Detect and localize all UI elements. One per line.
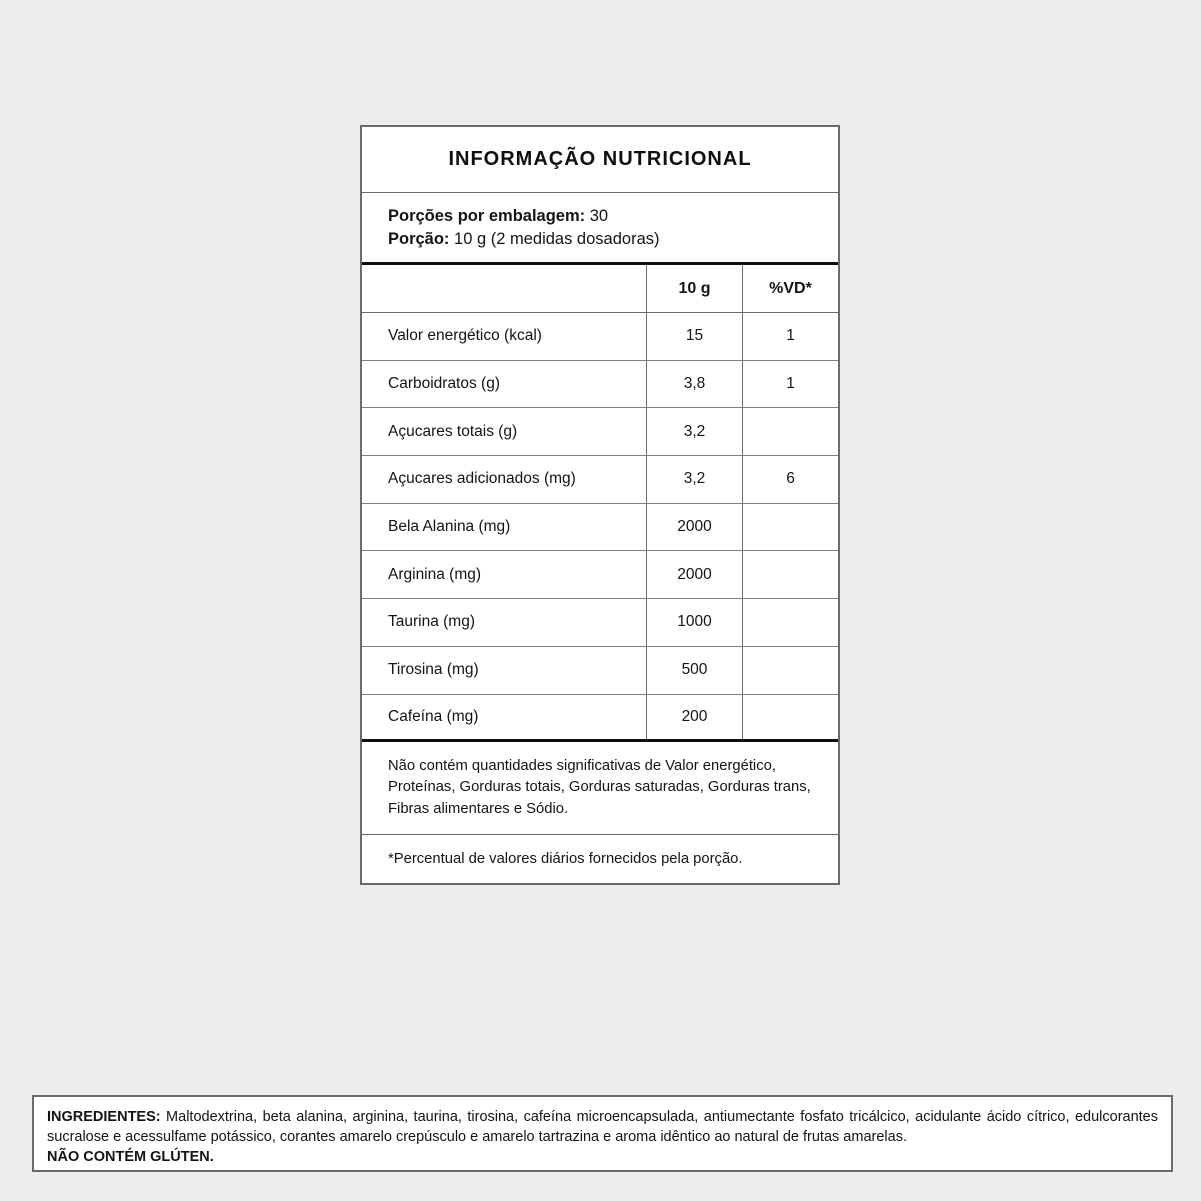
nutrient-label: Açucares totais (g) <box>388 422 518 440</box>
nutrient-amount: 200 <box>646 695 742 740</box>
table-row <box>362 647 838 695</box>
nutrient-vd: 1 <box>742 361 838 408</box>
no-significant-amounts-note <box>362 742 838 835</box>
daily-values-footnote-text: *Percentual de valores diários fornecidos pela porção. <box>388 851 743 868</box>
daily-values-footnote <box>362 835 838 883</box>
portion-size <box>388 228 812 251</box>
ingredients-paragraph <box>47 1107 1158 1147</box>
ingredients-label: INGREDIENTES: <box>47 1109 161 1125</box>
column-header-blank <box>362 265 646 312</box>
panel-title: INFORMAÇÃO NUTRICIONAL <box>362 127 838 193</box>
ingredients-text: Maltodextrina, beta alanina, arginina, taurina, tirosina, cafeína microencapsulada, antiumectante fosfato tricálcico, acidulante ácido cítrico, edulcorantes sucralose e acessulfame potássico, corantes amarelo crepúsculo e amarelo tartrazina e aroma idêntico ao natural de frutas amarelas. <box>47 1109 1158 1145</box>
servings-per-package-label: Porções por embalagem: <box>388 206 586 225</box>
nutrient-vd <box>742 695 838 740</box>
table-row <box>362 551 838 599</box>
table-row <box>362 695 838 743</box>
nutrient-label: Arginina (mg) <box>388 565 482 583</box>
gluten-free-statement: NÃO CONTÉM GLÚTEN. <box>47 1149 214 1165</box>
table-row <box>362 504 838 552</box>
nutrient-vd <box>742 408 838 455</box>
nutrient-amount: 15 <box>646 313 742 360</box>
nutrient-amount: 1000 <box>646 599 742 646</box>
servings-section <box>362 193 838 265</box>
column-header-vd: %VD* <box>742 265 838 312</box>
nutrient-amount: 3,2 <box>646 408 742 455</box>
nutrient-vd: 6 <box>742 456 838 503</box>
nutrient-label: Açucares adicionados (mg) <box>388 470 576 488</box>
nutrient-amount: 2000 <box>646 551 742 598</box>
table-row <box>362 408 838 456</box>
nutrient-label: Carboidratos (g) <box>388 375 500 393</box>
nutrient-vd <box>742 551 838 598</box>
nutrient-label: Taurina (mg) <box>388 613 475 631</box>
nutrient-amount: 3,8 <box>646 361 742 408</box>
nutrient-amount: 3,2 <box>646 456 742 503</box>
nutrient-vd <box>742 647 838 694</box>
nutrient-vd <box>742 599 838 646</box>
nutrient-label: Cafeína (mg) <box>388 707 479 725</box>
table-row <box>362 456 838 504</box>
no-significant-amounts-text: Não contém quantidades significativas de Valor energético, Proteínas, Gorduras totais, Gorduras saturadas, Gorduras trans, Fibras alimentares e Sódio. <box>388 757 811 817</box>
nutrient-amount: 500 <box>646 647 742 694</box>
nutrition-facts-panel <box>360 125 840 885</box>
nutrient-amount: 2000 <box>646 504 742 551</box>
table-row <box>362 313 838 361</box>
column-header-amount: 10 g <box>646 265 742 312</box>
servings-per-package <box>388 205 812 228</box>
portion-size-label: Porção: <box>388 229 450 248</box>
nutrient-label: Bela Alanina (mg) <box>388 518 511 536</box>
servings-per-package-value: 30 <box>589 206 609 225</box>
table-row <box>362 361 838 409</box>
nutrient-vd <box>742 504 838 551</box>
portion-size-value: 10 g (2 medidas dosadoras) <box>454 229 660 248</box>
nutrient-label: Valor energético (kcal) <box>388 327 542 345</box>
nutrient-vd: 1 <box>742 313 838 360</box>
table-header-row <box>362 265 838 313</box>
table-row <box>362 599 838 647</box>
ingredients-box <box>32 1095 1173 1172</box>
nutrient-label: Tirosina (mg) <box>388 661 479 679</box>
